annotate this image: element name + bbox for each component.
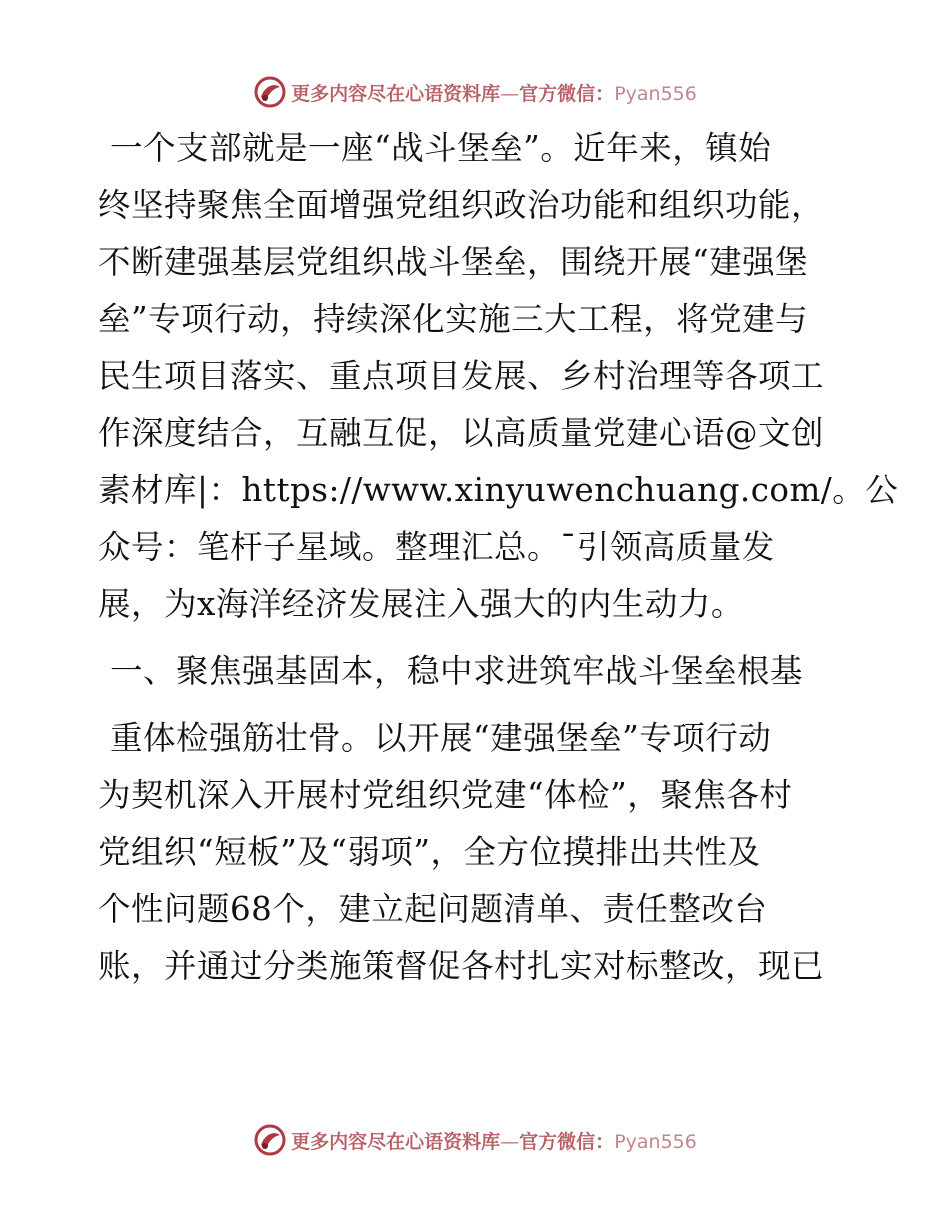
paragraph-section-1 xyxy=(98,710,858,995)
header-watermark-banner xyxy=(0,72,950,112)
text-line: 民生项目落实、重点项目发展、乡村治理等各项工 xyxy=(98,357,825,395)
text-line: 为契机深入开展村党组织党建“体检”，聚焦各村 xyxy=(98,776,793,814)
wechat-label: 官方微信： xyxy=(519,82,615,105)
paragraph-intro xyxy=(98,120,899,633)
brand-separator: — xyxy=(500,82,520,105)
section-heading: 一、聚焦强基固本，稳中求进筑牢战斗堡垒根基 xyxy=(110,652,804,690)
document-body xyxy=(98,120,899,995)
brand-separator: — xyxy=(500,1130,520,1153)
brand-logo-icon xyxy=(253,75,287,109)
text-line: 党组织“短板”及“弱项”，全方位摸排出共性及 xyxy=(98,833,761,871)
text-line: 一个支部就是一座“战斗堡垒”。近年来，镇始 xyxy=(110,129,772,167)
brand-text: 更多内容尽在心语资料库 xyxy=(291,82,501,105)
header-watermark-text xyxy=(291,79,697,106)
footer-watermark-text xyxy=(291,1127,697,1154)
text-line: 素材库|：https://www.xinyuwenchuang.com/。公 xyxy=(98,471,899,509)
text-line: 众号：笔杆子星域。整理汇总。¯引领高质量发 xyxy=(98,528,775,566)
text-line: 个性问题68个，建立起问题清单、责任整改台 xyxy=(98,890,768,928)
text-line: 作深度结合，互融互促，以高质量党建心语@文创 xyxy=(98,414,825,452)
text-line: 垒”专项行动，持续深化实施三大工程，将党建与 xyxy=(98,300,809,338)
text-line: 终坚持聚焦全面增强党组织政治功能和组织功能， xyxy=(98,186,825,224)
text-line: 展，为x海洋经济发展注入强大的内生动力。 xyxy=(98,585,744,623)
brand-text: 更多内容尽在心语资料库 xyxy=(291,1130,501,1153)
wechat-id: Pyan556 xyxy=(614,82,697,105)
brand-logo-icon xyxy=(253,1123,287,1157)
wechat-id: Pyan556 xyxy=(614,1130,697,1153)
wechat-label: 官方微信： xyxy=(519,1130,615,1153)
footer-watermark-banner xyxy=(0,1120,950,1160)
text-line: 账，并通过分类施策督促各村扎实对标整改，现已 xyxy=(98,947,825,985)
text-line: 重体检强筋壮骨。以开展“建强堡垒”专项行动 xyxy=(110,719,772,757)
text-line: 不断建强基层党组织战斗堡垒，围绕开展“建强堡 xyxy=(98,243,809,281)
